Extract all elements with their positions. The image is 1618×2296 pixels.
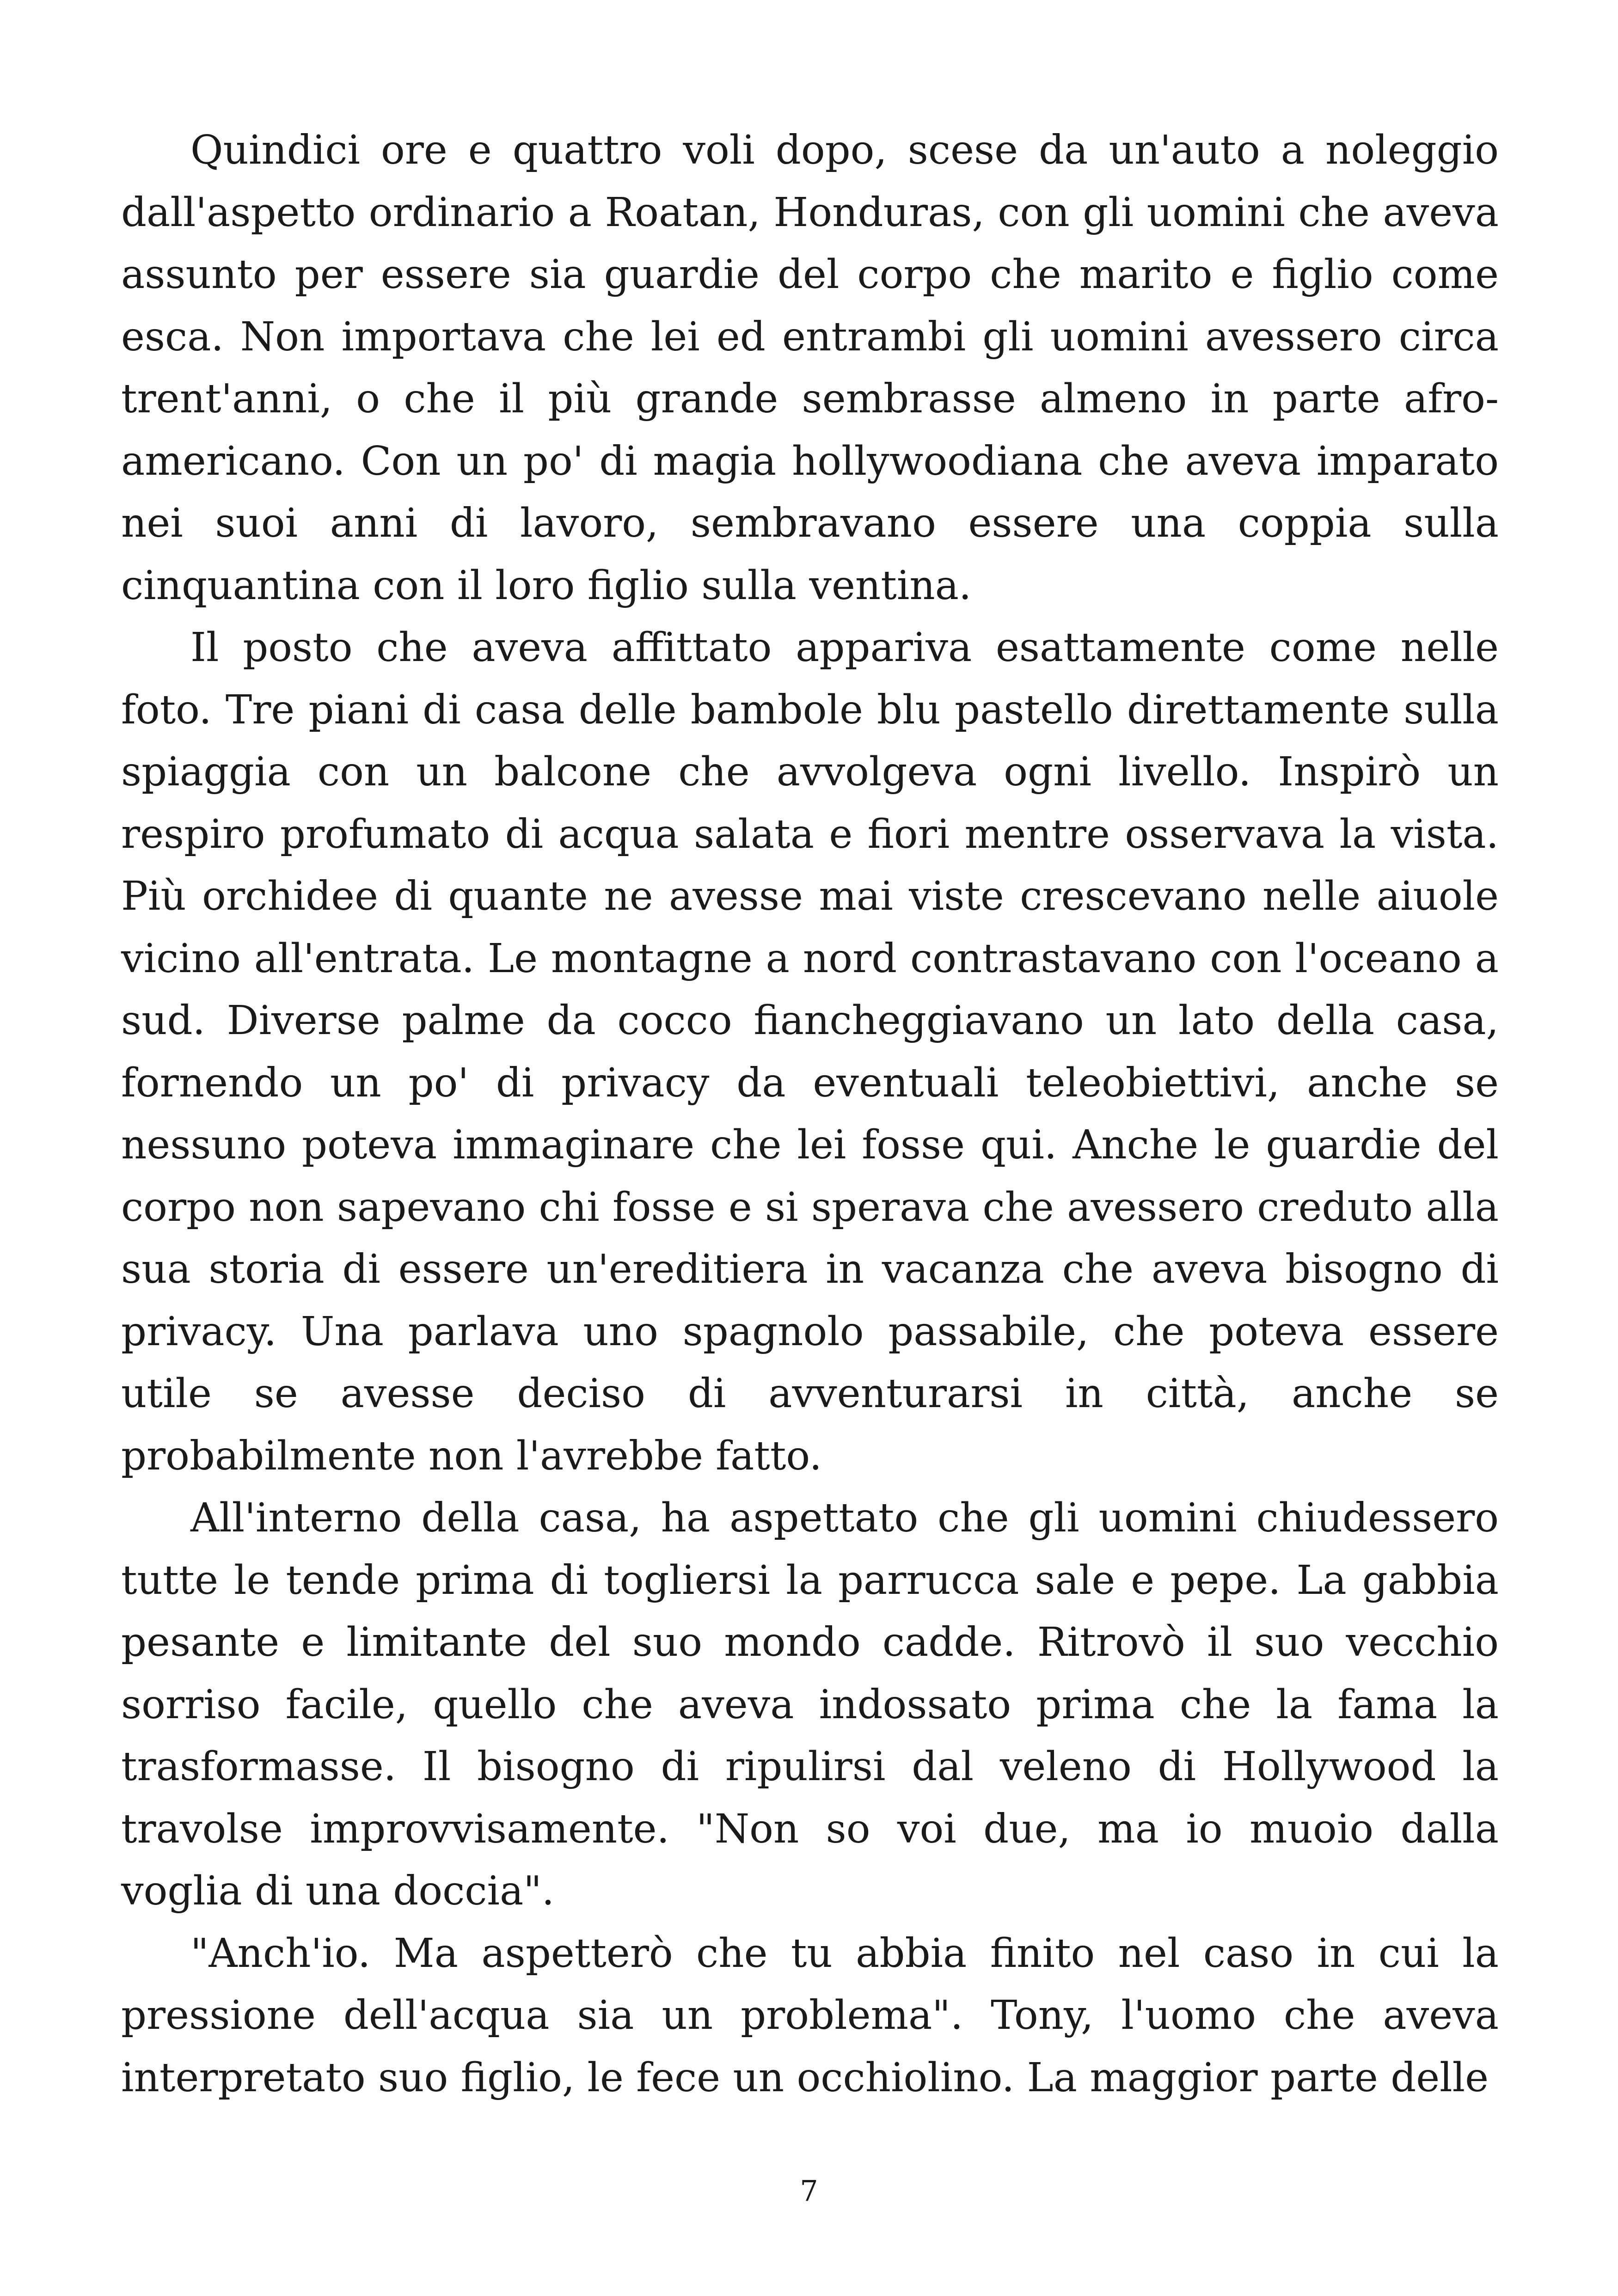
paragraph-4: "Anch'io. Ma aspetterò che tu abbia finito nel caso in cui la pressione dell'acqua sia un problema". Tony, l'uomo che aveva interpretato suo figlio, le fece un occhiolino. La maggior parte delle [121, 1930, 1499, 2101]
body-text [121, 119, 1499, 2109]
paragraph-3: All'interno della casa, ha aspettato che gli uomini chiudessero tutte le tende prima di togliersi la parrucca sale e pepe. La gabbia pesante e limitante del suo mondo cadde. Ritrovò il suo vecchio sorriso facile, quello che aveva indossato prima che la fama la trasformasse. Il bisogno di ripulirsi dal veleno di Hollywood la travolse improvvisamente. "Non so voi due, ma io muoio dalla voglia di una doccia". [121, 1495, 1499, 1914]
paragraph-2: Il posto che aveva affittato appariva esattamente come nelle foto. Tre piani di casa delle bambole blu pastello direttamente sulla spiaggia con un balcone che avvolgeva ogni livello. Inspirò un respiro profumato di acqua salata e fiori mentre osservava la vista. Più orchidee di quante ne avesse mai viste crescevano nelle aiuole vicino all'entrata. Le montagne a nord contrastavano con l'oceano a sud. Diverse palme da cocco fiancheggiavano un lato della casa, fornendo un po' di privacy da eventuali teleobiettivi, anche se nessuno poteva immaginare che lei fosse qui. Anche le guardie del corpo non sapevano chi fosse e si sperava che avessero creduto alla sua storia di essere un'ereditiera in vacanza che aveva bisogno di privacy. Una parlava uno spagnolo passabile, che poteva essere utile se avesse deciso di avventurarsi in città, anche se probabilmente non l'avrebbe fatto. [121, 625, 1499, 1479]
page-number: 7 [800, 2174, 818, 2208]
paragraph-1: Quindici ore e quattro voli dopo, scese da un'auto a noleggio dall'aspetto ordinario a Roatan, Honduras, con gli uomini che aveva assunto per essere sia guardie del corpo che marito e figlio come esca. Non importava che lei ed entrambi gli uomini avessero circa trent'anni, o che il più grande sembrasse almeno in parte afro-americano. Con un po' di magia hollywoodiana che aveva imparato nei suoi anni di lavoro, sembravano essere una coppia sulla cinquantina con il loro figlio sulla ventina. [121, 127, 1499, 609]
